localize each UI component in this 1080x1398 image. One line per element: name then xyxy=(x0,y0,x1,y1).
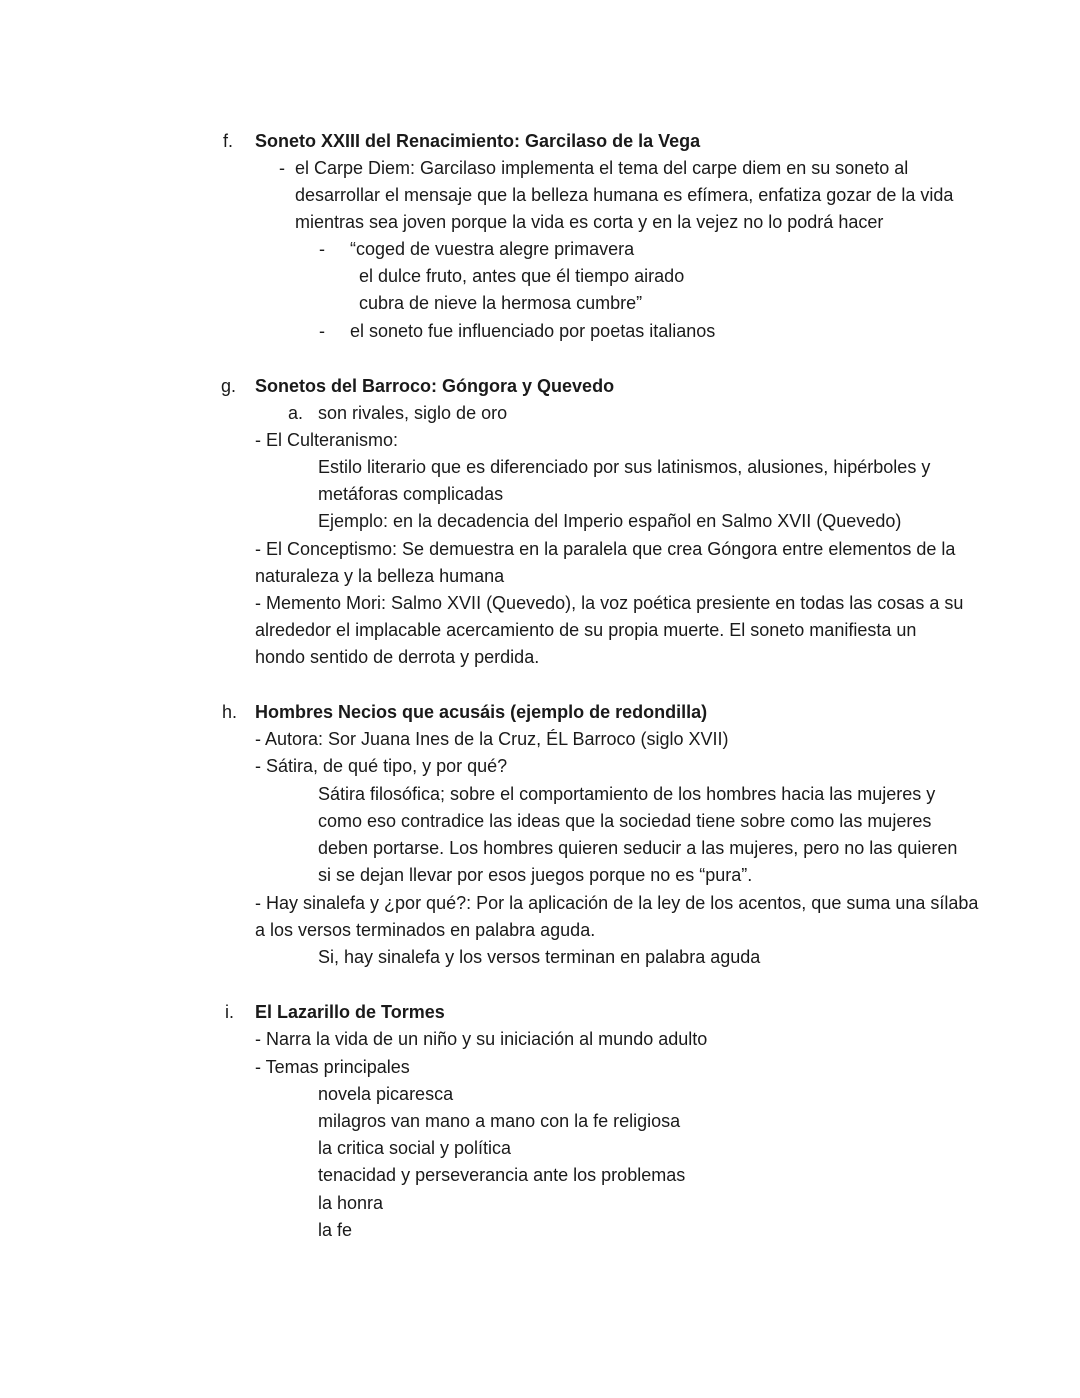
section-g-sub-a: son rivales, siglo de oro xyxy=(318,403,508,423)
section-f-bullet-line: mientras sea joven porque la vida es corta y en la vejez no lo podrá hacer xyxy=(295,212,884,232)
section-g-cult-line: Ejemplo: en la decadencia del Imperio español en Salmo XVII (Quevedo) xyxy=(318,511,902,531)
section-g-concept-line: - El Conceptismo: Se demuestra en la paralela que crea Góngora entre elementos de la xyxy=(255,539,956,559)
section-i-tema-item: tenacidad y perseverancia ante los problemas xyxy=(318,1165,686,1185)
section-h-satire-line: Sátira filosófica; sobre el comportamiento de los hombres hacia las mujeres y xyxy=(318,784,936,804)
section-f-sub-dash: - xyxy=(319,239,325,259)
section-h-sinalefa-line: a los versos terminados en palabra aguda. xyxy=(255,920,596,940)
section-g-sub-marker: a. xyxy=(288,403,304,423)
section-i-tema-item: la critica social y política xyxy=(318,1138,512,1158)
section-i-tema-item: novela picaresca xyxy=(318,1084,454,1104)
section-i-tema-item: la fe xyxy=(318,1220,353,1240)
section-i-tema-item: la honra xyxy=(318,1193,384,1213)
section-f-quote-line: cubra de nieve la hermosa cumbre” xyxy=(359,293,643,313)
section-h-satire-line: si se dejan llevar por esos juegos porque no es “pura”. xyxy=(318,865,753,885)
section-f-bullet-line: el Carpe Diem: Garcilaso implementa el tema del carpe diem en su soneto al xyxy=(295,158,909,178)
section-h-heading: Hombres Necios que acusáis (ejemplo de redondilla) xyxy=(255,702,708,722)
section-i-temas-label: - Temas principales xyxy=(255,1057,410,1077)
section-h-satire-question: - Sátira, de qué tipo, y por qué? xyxy=(255,756,508,776)
section-f-quote-line: el dulce fruto, antes que él tiempo airado xyxy=(359,266,685,286)
section-i-tema-item: milagros van mano a mano con la fe religiosa xyxy=(318,1111,681,1131)
section-g-cult-line: metáforas complicadas xyxy=(318,484,504,504)
section-g-memento-line: alrededor el implacable acercamiento de su propia muerte. El soneto manifiesta un xyxy=(255,620,917,640)
section-h-satire-line: como eso contradice las ideas que la sociedad tiene sobre como las mujeres xyxy=(318,811,932,831)
section-f-heading: Soneto XXIII del Renacimiento: Garcilaso de la Vega xyxy=(255,131,701,151)
section-h-sinalefa-line: - Hay sinalefa y ¿por qué?: Por la aplicación de la ley de los acentos, que suma una sílaba xyxy=(255,893,979,913)
section-f-sub-line: el soneto fue influenciado por poetas italianos xyxy=(350,321,716,341)
section-h-author-line: - Autora: Sor Juana Ines de la Cruz, ÉL Barroco (siglo XVII) xyxy=(255,729,729,749)
section-i-marker: i. xyxy=(225,1002,234,1022)
section-i-narra-line: - Narra la vida de un niño y su iniciación al mundo adulto xyxy=(255,1029,708,1049)
section-h-sinalefa-answer: Si, hay sinalefa y los versos terminan en palabra aguda xyxy=(318,947,761,967)
section-g-marker: g. xyxy=(221,376,237,396)
section-f-quote-line: “coged de vuestra alegre primavera xyxy=(350,239,635,259)
section-g-concept-line: naturaleza y la belleza humana xyxy=(255,566,505,586)
section-g-memento-line: - Memento Mori: Salmo XVII (Quevedo), la voz poética presiente en todas las cosas a su xyxy=(255,593,964,613)
section-g-heading: Sonetos del Barroco: Góngora y Quevedo xyxy=(255,376,615,396)
section-g-cult-line: Estilo literario que es diferenciado por sus latinismos, alusiones, hipérboles y xyxy=(318,457,931,477)
section-g-memento-line: hondo sentido de derrota y perdida. xyxy=(255,647,540,667)
section-f-bullet-line: desarrollar el mensaje que la belleza humana es efímera, enfatiza gozar de la vida xyxy=(295,185,954,205)
section-f-bullet-dash: - xyxy=(279,158,285,178)
section-h-marker: h. xyxy=(222,702,238,722)
section-f-sub-dash: - xyxy=(319,321,325,341)
section-i-heading: El Lazarillo de Tormes xyxy=(255,1002,445,1022)
section-f-marker: f. xyxy=(223,131,234,151)
section-g-cult-label: - El Culteranismo: xyxy=(255,430,399,450)
section-h-satire-line: deben portarse. Los hombres quieren seducir a las mujeres, pero no las quieren xyxy=(318,838,958,858)
